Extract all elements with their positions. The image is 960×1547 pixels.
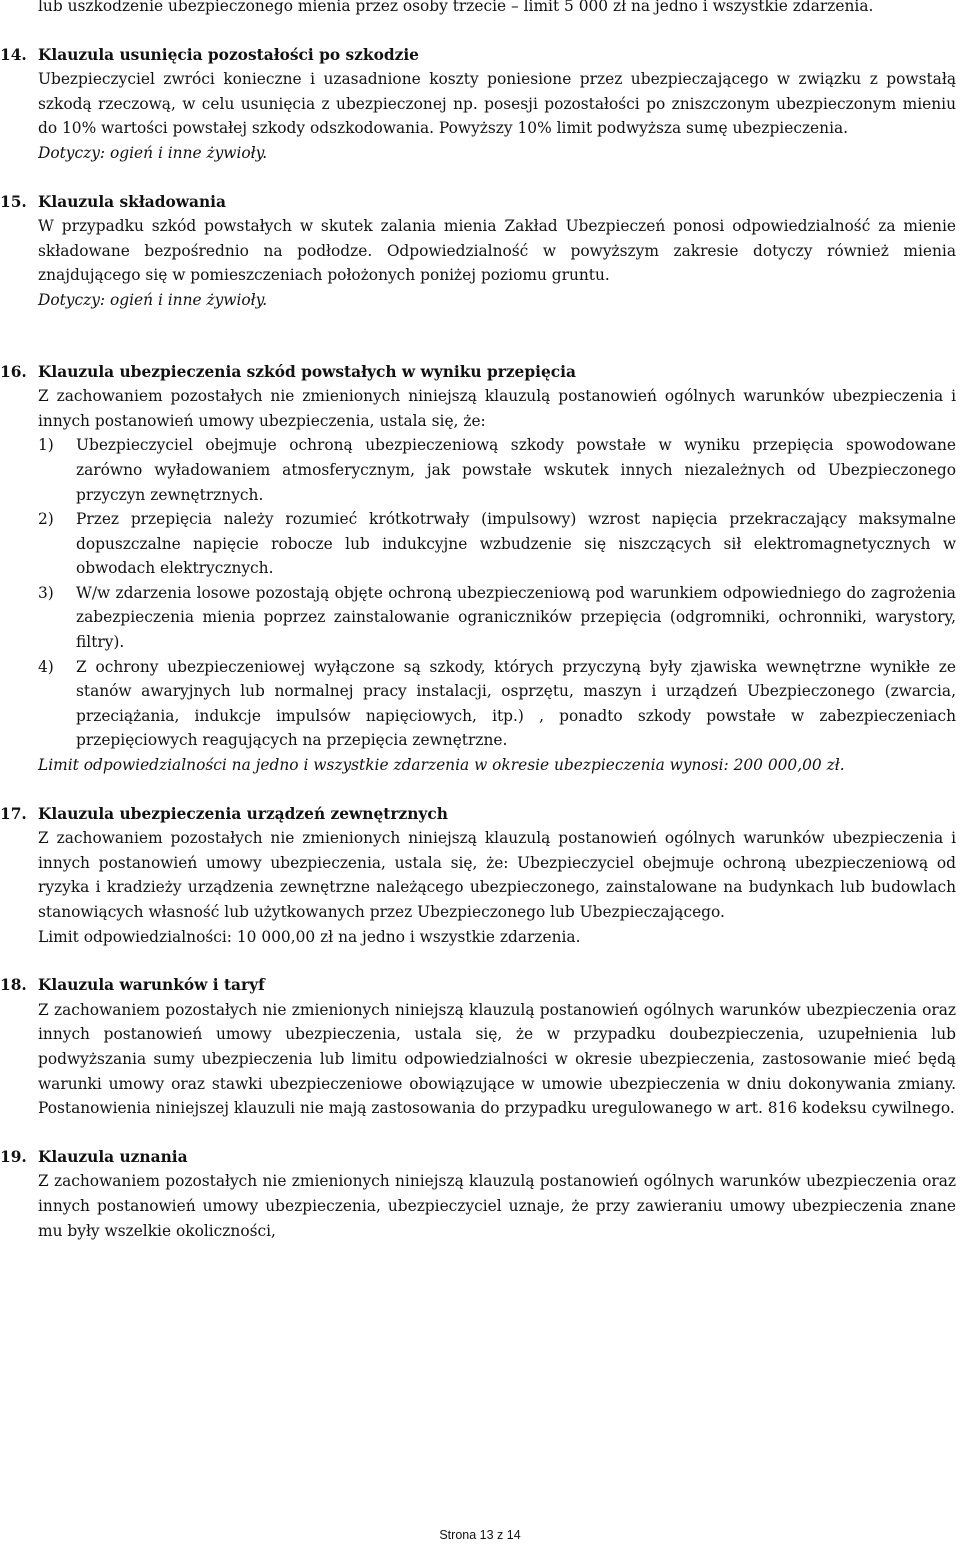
section-title: Klauzula warunków i taryf: [38, 976, 265, 995]
section-heading: [0, 802, 956, 827]
section-16: [0, 360, 956, 778]
list-item-text: Ubezpieczyciel obejmuje ochroną ubezpieczeniową szkody powstałe w wyniku przepięcia spowodowane zarówno wyładowaniem atmosferycznym, jak powstałe wskutek innych niezależnych od Ubezpieczonego przyczyn zewnętrznych.: [76, 436, 956, 504]
section-17: [0, 802, 956, 950]
section-number: 15.: [0, 192, 27, 211]
section-note: Dotyczy: ogień i inne żywioły.: [38, 290, 268, 309]
list-item-text: W/w zdarzenia losowe pozostają objęte ochroną ubezpieczeniową pod warunkiem odpowiedniego do zagrożenia zabezpieczenia mienia poprzez zainstalowanie ograniczników przepięcia (odgromniki, ochronniki, warystory, filtry).: [76, 583, 956, 652]
section-number: 14.: [0, 45, 27, 64]
list-marker: 4): [38, 657, 54, 676]
section-title: Klauzula usunięcia pozostałości po szkodzie: [38, 45, 419, 64]
section-body: Z zachowaniem pozostałych nie zmienionych niniejszą klauzulą postanowień ogólnych warunków ubezpieczenia oraz innych postanowień umowy ubezpieczenia, ubezpieczyciel uznaje, że przy zawieraniu umowy ubezpieczenia znane mu były wszelkie okoliczności,: [38, 1172, 956, 1240]
intro-paragraph: lub uszkodzenie ubezpieczonego mienia przez osoby trzecie – limit 5 000 zł na jedno i wszystkie zdarzenia.: [38, 0, 874, 15]
section-15: [0, 190, 956, 313]
section-heading: [0, 43, 956, 68]
section-18: [0, 973, 956, 1121]
list-item: [38, 655, 956, 753]
list-marker: 3): [38, 583, 54, 602]
section-note: Limit odpowiedzialności na jedno i wszystkie zdarzenia w okresie ubezpieczenia wynosi: 200 000,00 zł.: [38, 756, 845, 775]
numbered-list: [38, 433, 956, 753]
section-title: Klauzula ubezpieczenia urządzeń zewnętrznych: [38, 804, 448, 823]
section-number: 16.: [0, 362, 27, 381]
section-heading: [0, 1145, 956, 1170]
section-heading: [0, 973, 956, 998]
section-number: 18.: [0, 976, 27, 995]
section-number: 19.: [0, 1147, 27, 1166]
section-heading: [0, 360, 956, 385]
section-title: Klauzula składowania: [38, 192, 226, 211]
section-title: Klauzula uznania: [38, 1147, 188, 1166]
section-body: Ubezpieczyciel zwróci konieczne i uzasadnione koszty poniesione przez ubezpieczającego w związku z powstałą szkodą rzeczową, w celu usunięcia z ubezpieczonej np. posesji pozostałości po zniszczonym ubezpieczonym mieniu do 10% wartości powstałej szkody odszkodowania. Powyższy 10% limit podwyższa sumę ubezpieczenia.: [38, 70, 956, 138]
list-marker: 2): [38, 510, 54, 529]
list-item: [38, 581, 956, 655]
section-note: Dotyczy: ogień i inne żywioły.: [38, 143, 268, 162]
section-limit: Limit odpowiedzialności: 10 000,00 zł na jedno i wszystkie zdarzenia.: [38, 927, 581, 946]
list-item: [38, 433, 956, 507]
section-heading: [0, 190, 956, 215]
section-number: 17.: [0, 804, 27, 823]
list-item-text: Przez przepięcia należy rozumieć krótkotrwały (impulsowy) wzrost napięcia przekraczający maksymalne dopuszczalne napięcie robocze lub indukcyjne wzbudzenie się niszczących sił elektromagnetycznych w obwodach elektrycznych.: [76, 510, 956, 578]
section-body: Z zachowaniem pozostałych nie zmienionych niniejszą klauzulą postanowień ogólnych warunków ubezpieczenia i innych postanowień umowy ubezpieczenia, ustala się, że:: [38, 387, 956, 430]
section-14: [0, 43, 956, 166]
section-body: Z zachowaniem pozostałych nie zmienionych niniejszą klauzulą postanowień ogólnych warunków ubezpieczenia oraz innych postanowień umowy ubezpieczenia, ustala się, że w przypadku doubezpieczenia, uzupełnienia lub podwyższania sumy ubezpieczenia lub limitu odpowiedzialności w okresie ubezpieczenia, zastosowanie mieć będą warunki umowy oraz stawki ubezpieczeniowe obowiązujące w umowie ubezpieczenia w dniu dokonywania zmiany. Postanowienia niniejszej klauzuli nie mają zastosowania do przypadku uregulowanego w art. 816 kodeksu cywilnego.: [38, 1000, 956, 1118]
list-item-text: Z ochrony ubezpieczeniowej wyłączone są szkody, których przyczyną były zjawiska wewnętrzne wynikłe ze stanów awaryjnych lub normalnej pracy instalacji, osprzętu, maszyn i urządzeń Ubezpieczonego (zwarcia, przeciążania, indukcje impulsów napięciowych, itp.) , ponadto szkody powstałe w zabezpieczeniach przepięciowych reagujących na przepięcia zewnętrzne.: [76, 657, 956, 750]
page-footer: Strona 13 z 14: [439, 1528, 521, 1542]
section-body: Z zachowaniem pozostałych nie zmienionych niniejszą klauzulą postanowień ogólnych warunków ubezpieczenia i innych postanowień umowy ubezpieczenia, ustala się, że: Ubezpieczyciel obejmuje ochroną ubezpieczeniową od ryzyka i kradzieży urządzenia zewnętrzne należącego ubezpieczonego, zainstalowane na budynkach lub budowlach stanowiących własność lub użytkowanych przez Ubezpieczonego lub Ubezpieczającego.: [38, 829, 956, 921]
section-title: Klauzula ubezpieczenia szkód powstałych w wyniku przepięcia: [38, 362, 576, 381]
list-item: [38, 507, 956, 581]
list-marker: 1): [38, 436, 54, 455]
section-19: [0, 1145, 956, 1243]
section-body: W przypadku szkód powstałych w skutek zalania mienia Zakład Ubezpieczeń ponosi odpowiedzialność za mienie składowane bezpośrednio na podłodze. Odpowiedzialność w powyższym zakresie dotyczy również mienia znajdującego się w pomieszczeniach położonych poniżej poziomu gruntu.: [38, 217, 956, 285]
